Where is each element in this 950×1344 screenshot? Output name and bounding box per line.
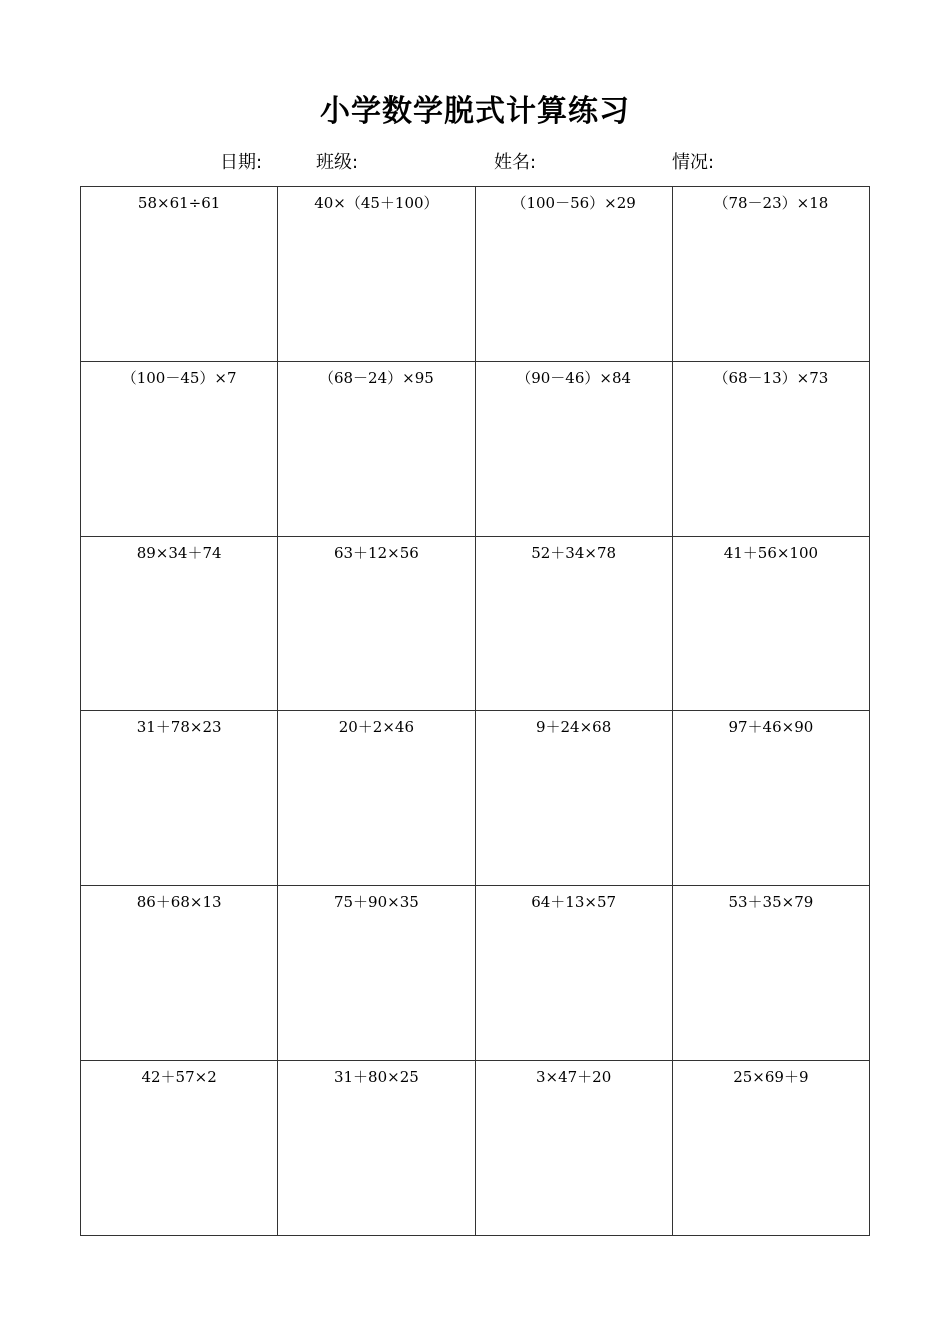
problem-expression: （90－46）×84 [516, 368, 632, 387]
problem-expression: 41＋56×100 [723, 543, 819, 562]
problem-cell[interactable] [476, 1061, 673, 1236]
class-label: 班级: [316, 152, 359, 173]
problem-expression: 31＋78×23 [136, 718, 222, 737]
problem-expression: 42＋57×2 [141, 1068, 217, 1087]
problem-expression: 3×47＋20 [535, 1068, 612, 1087]
problem-expression: 31＋80×25 [333, 1068, 419, 1087]
problem-expression: 20＋2×46 [338, 718, 415, 737]
problem-cell[interactable] [476, 187, 673, 362]
problem-expression: 86＋68×13 [136, 893, 222, 912]
problem-cell[interactable] [278, 886, 475, 1061]
problem-expression: （68－13）×73 [713, 368, 829, 387]
problem-cell[interactable] [81, 362, 278, 537]
problem-cell[interactable] [278, 537, 475, 712]
problem-cell[interactable] [673, 886, 870, 1061]
problem-cell[interactable] [673, 1061, 870, 1236]
problem-expression: 52＋34×78 [531, 543, 617, 562]
problem-expression: 97＋46×90 [728, 718, 814, 737]
problem-expression: 63＋12×56 [333, 543, 419, 562]
problem-cell[interactable] [476, 711, 673, 886]
problem-cell[interactable] [81, 537, 278, 712]
problem-expression: 75＋90×35 [333, 893, 419, 912]
problem-cell[interactable] [673, 362, 870, 537]
page-title: 小学数学脱式计算练习 [320, 94, 630, 129]
problem-cell[interactable] [81, 886, 278, 1061]
problem-expression: 25×69＋9 [733, 1068, 809, 1087]
date-label: 日期: [220, 152, 263, 173]
problem-expression: （78－23）×18 [713, 194, 829, 212]
problem-cell[interactable] [673, 187, 870, 362]
problem-cell[interactable] [476, 886, 673, 1061]
problem-cell[interactable] [673, 537, 870, 712]
problem-cell[interactable] [278, 1061, 475, 1236]
problem-cell[interactable] [673, 711, 870, 886]
status-label: 情况: [672, 152, 715, 173]
problem-expression: （100－45）×7 [121, 368, 237, 387]
problem-cell[interactable] [81, 711, 278, 886]
name-label: 姓名: [494, 152, 537, 173]
problem-cell[interactable] [81, 187, 278, 362]
problem-expression: 53＋35×79 [728, 893, 814, 912]
problem-cell[interactable] [278, 187, 475, 362]
info-row [0, 150, 950, 176]
problem-expression: （68－24）×95 [318, 368, 434, 387]
problem-cell[interactable] [81, 1061, 278, 1236]
problem-expression: 89×34＋74 [136, 543, 222, 562]
problem-cell[interactable] [278, 362, 475, 537]
problem-cell[interactable] [278, 711, 475, 886]
problem-expression: （100－56）×29 [511, 194, 636, 212]
problem-grid [80, 186, 870, 1236]
problem-expression: 64＋13×57 [531, 893, 617, 912]
problem-cell[interactable] [476, 537, 673, 712]
problem-expression: 9＋24×68 [535, 718, 612, 737]
problem-expression: 58×61÷61 [137, 194, 221, 212]
problem-expression: 40×（45＋100） [314, 194, 439, 212]
problem-cell[interactable] [476, 362, 673, 537]
